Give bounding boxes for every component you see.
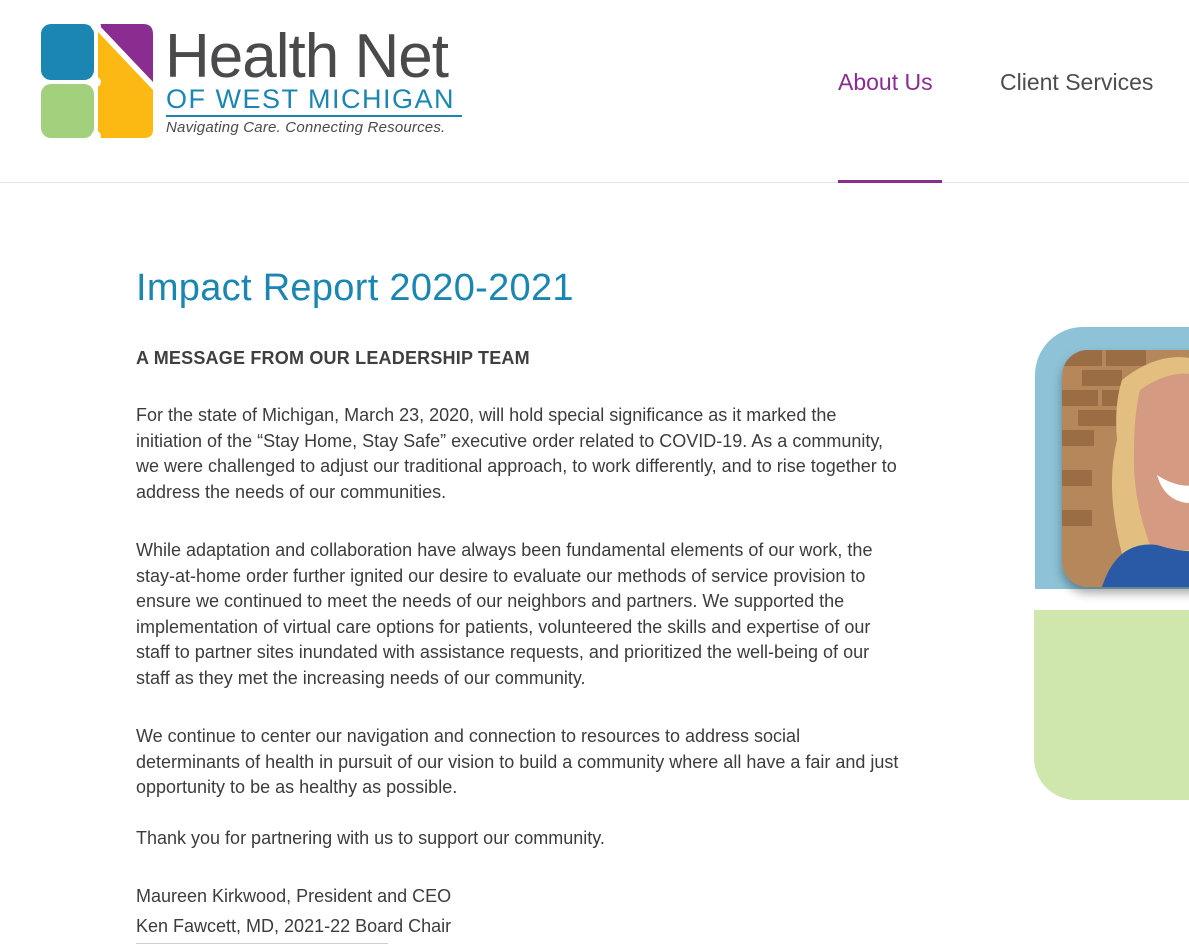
decorative-green-panel — [1034, 610, 1189, 800]
thank-you-paragraph: Thank you for partnering with us to support our community. — [136, 827, 605, 848]
nav-item-about-us[interactable]: About Us — [838, 69, 933, 95]
main-content — [136, 240, 906, 944]
health-net-logo-icon — [40, 22, 155, 140]
signature-board-chair: Ken Fawcett, MD, 2021-22 Board Chair — [136, 916, 452, 936]
message-paragraph: We continue to center our navigation and connection to resources to address social determinants of health in pursuit of our vision to build a community where all have a fair and just opportunity to be as healthy as possible. — [136, 726, 899, 797]
leader-portrait-photo — [1062, 350, 1189, 587]
section-subheading: A MESSAGE FROM OUR LEADERSHIP TEAM — [136, 348, 530, 368]
logo-subtitle: OF WEST MICHIGAN — [166, 84, 456, 114]
logo-tagline: Navigating Care. Connecting Resources. — [166, 119, 446, 136]
nav-active-indicator — [838, 180, 942, 183]
site-logo[interactable] — [40, 22, 470, 142]
nav-item-client-services[interactable]: Client Services — [1000, 69, 1154, 95]
message-paragraph: While adaptation and collaboration have always been fundamental elements of our work, the stay-at-home order further ignited our desire to evaluate our methods of service provision to ensure we continued to meet the needs of our neighbors and partners. We supported the implementation of virtual care options for patients, volunteered the skills and expertise of our staff to partner sites inundated with assistance requests, and prioritized the well-being of our staff as they met the increasing needs of our community. — [136, 540, 873, 688]
page-title: Impact Report 2020-2021 — [136, 267, 574, 309]
logo-title: Health Net — [165, 22, 448, 91]
portrait-image — [1062, 350, 1189, 587]
message-paragraph: For the state of Michigan, March 23, 2020, will hold special significance as it marked the initiation of the “Stay Home, Stay Safe” executive order related to COVID-19. As a community, we were challenged to adjust our traditional approach, to work differently, and to rise together to address the needs of our communities. — [136, 405, 897, 502]
signature-block — [136, 881, 906, 944]
signature-ceo: Maureen Kirkwood, President and CEO — [136, 886, 452, 906]
logo-divider — [166, 115, 462, 117]
site-header — [0, 0, 1189, 183]
